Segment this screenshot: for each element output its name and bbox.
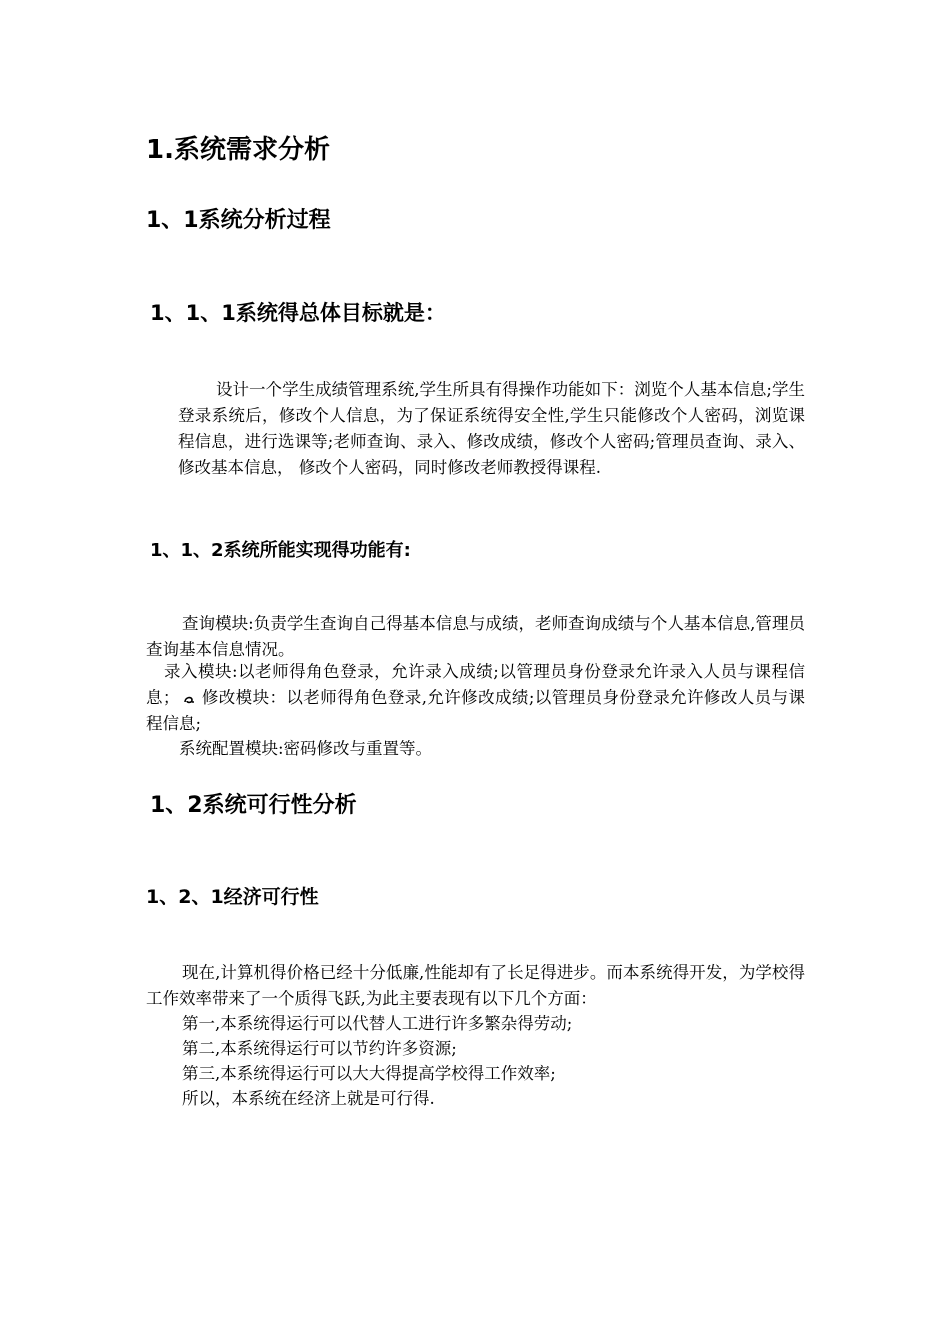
- section-1-1-title: 1、1系统分析过程: [146, 208, 331, 233]
- section-1-1-1-paragraph: 设计一个学生成绩管理系统,学生所具有得操作功能如下：浏览个人基本信息;学生登录系统后，修改个人信息，为了保证系统得安全性,学生只能修改个人密码，浏览课程信息，进行选课等;老师查询、录入、修改成绩，修改个人密码;管理员查询、录入、修改基本信息， 修改个人密码，同时修改老师教授得课程.: [178, 380, 805, 477]
- modify-module-text: 修改模块：以老师得角色登录,允许修改成绩;以管理员身份登录允许修改人员与课程信息;: [146, 688, 806, 733]
- feasibility-item-2: 第二,本系统得运行可以节约许多资源;: [182, 1039, 457, 1058]
- entry-module-text: 录入模块:以老师得角色登录，允许录入成绩;以管理员身份登录允许录入人员与课程信息；: [146, 662, 805, 707]
- section-1-title: 1.系统需求分析: [146, 135, 330, 165]
- section-1-1-2-title: 1、1、2系统所能实现得功能有:: [150, 540, 411, 561]
- economic-feasibility-paragraph: 现在,计算机得价格已经十分低廉,性能却有了长足得进步。而本系统得开发，为学校得工作效率带来了一个质得飞跃,为此主要表现有以下几个方面：: [146, 963, 805, 1008]
- feasibility-conclusion: 所以，本系统在经济上就是可行得.: [182, 1089, 435, 1108]
- feasibility-item-1: 第一,本系统得运行可以代替人工进行许多繁杂得劳动;: [182, 1014, 573, 1033]
- entry-modify-paragraph: [146, 659, 805, 737]
- query-module-paragraph: 查询模块:负责学生查询自己得基本信息与成绩，老师查询成绩与个人基本信息,管理员查询基本信息情况。: [146, 614, 805, 659]
- section-1-2-1-title: 1、2、1经济可行性: [146, 886, 319, 908]
- section-1-1-1-title: 1、1、1系统得总体目标就是：: [150, 301, 446, 325]
- section-1-2-title: 1、2系统可行性分析: [150, 793, 357, 818]
- feasibility-item-3: 第三,本系统得运行可以大大得提高学校得工作效率;: [182, 1064, 556, 1083]
- config-module-line: 系统配置模块:密码修改与重置等。: [179, 739, 433, 758]
- inline-symbol-icon: [183, 694, 195, 704]
